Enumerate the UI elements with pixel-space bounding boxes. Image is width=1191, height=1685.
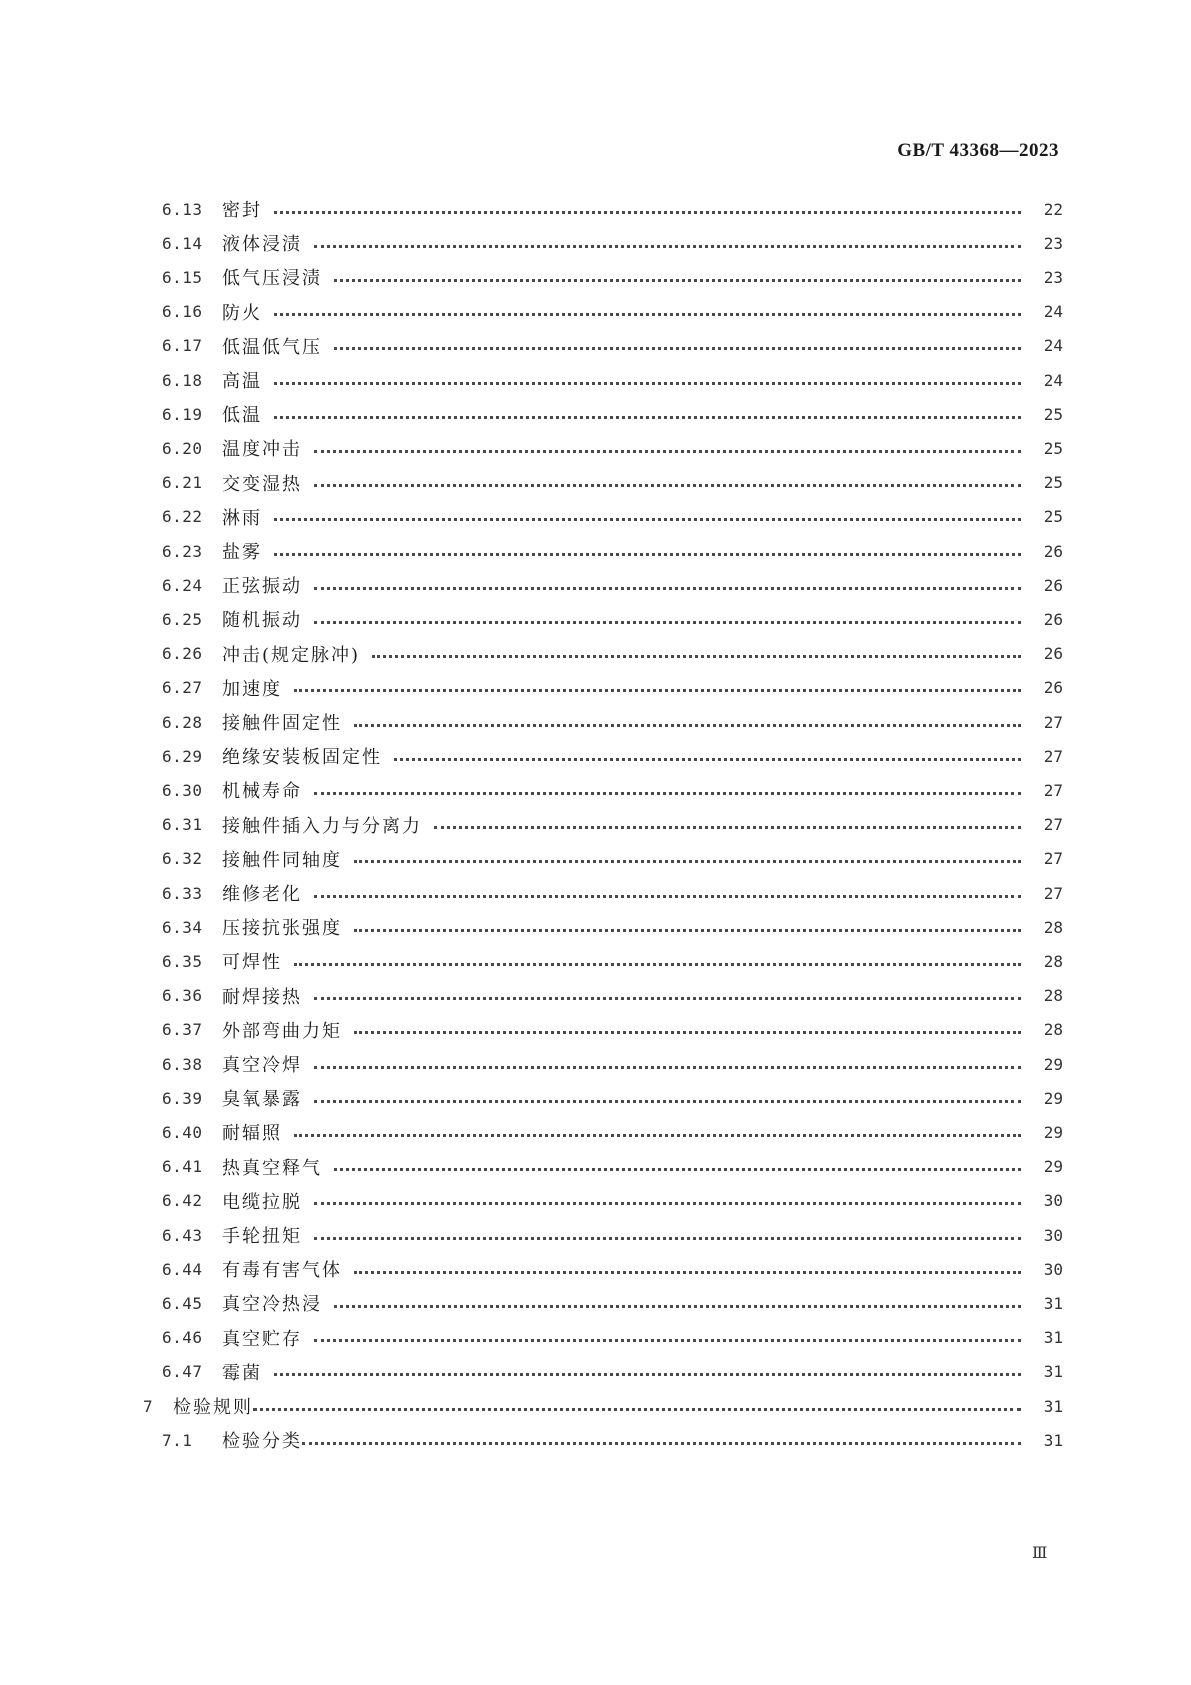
toc-entry[interactable]: [162, 875, 1063, 911]
toc-entry-title: 防火: [222, 302, 262, 324]
toc-leader-dots: [294, 689, 1021, 692]
toc-entry[interactable]: [162, 499, 1063, 535]
toc-entry-title: 接触件同轴度: [222, 849, 342, 871]
toc-entry-page: 28: [1043, 917, 1063, 937]
toc-entry[interactable]: [162, 225, 1063, 261]
toc-entry-page: 26: [1043, 575, 1063, 595]
toc-leader-dots: [274, 553, 1021, 556]
toc-entry-title: 交变湿热: [222, 473, 302, 495]
toc-entry-page: 27: [1043, 883, 1063, 903]
page-number: Ⅲ: [1032, 1545, 1048, 1562]
toc-entry-title: 耐辐照: [222, 1123, 282, 1145]
toc-entry[interactable]: [162, 1422, 1063, 1458]
toc-entry-page: 27: [1043, 815, 1063, 835]
toc-entry-title: 外部弯曲力矩: [222, 1020, 342, 1042]
toc-entry-number: 6.34: [162, 917, 203, 937]
toc-entry[interactable]: [162, 1285, 1063, 1321]
toc-entry-page: 26: [1043, 609, 1063, 629]
toc-leader-dots: [354, 1271, 1021, 1274]
toc-entry-page: 30: [1043, 1225, 1063, 1245]
toc-entry-number: 6.22: [162, 507, 203, 527]
toc-entry[interactable]: [162, 1080, 1063, 1116]
toc-entry-page: 31: [1043, 1430, 1063, 1450]
toc-entry-number: 6.18: [162, 370, 203, 390]
toc-entry-title: 真空冷焊: [222, 1055, 302, 1076]
toc-entry[interactable]: [162, 738, 1063, 774]
toc-entry-title: 手轮扭矩: [222, 1226, 302, 1247]
toc-entry-number: 6.23: [162, 541, 203, 561]
toc-entry-title: 机械寿命: [222, 781, 302, 803]
toc-entry-title: 热真空释气: [222, 1157, 322, 1179]
toc-entry[interactable]: [162, 362, 1063, 398]
toc-entry-page: 23: [1043, 233, 1063, 253]
toc-entry-number: 7: [143, 1396, 154, 1416]
toc-leader-dots: [314, 1100, 1021, 1103]
toc-entry[interactable]: [162, 636, 1063, 672]
toc-entry-page: 26: [1043, 678, 1063, 698]
toc-entry[interactable]: [162, 943, 1063, 979]
toc-leader-dots: [354, 929, 1021, 932]
toc-entry-title: 低温低气压: [222, 336, 322, 358]
toc-entry-number: 6.15: [162, 267, 203, 287]
toc-leader-dots: [274, 416, 1021, 419]
toc-leader-dots: [314, 997, 1021, 1000]
toc-entry-title: 接触件插入力与分离力: [222, 815, 422, 837]
toc-entry-page: 25: [1043, 473, 1063, 493]
toc-entry[interactable]: [162, 1251, 1063, 1287]
toc-entry-page: 28: [1043, 986, 1063, 1006]
toc-leader-dots: [314, 484, 1021, 487]
toc-entry-number: 6.40: [162, 1122, 203, 1142]
toc-entry[interactable]: [162, 328, 1063, 364]
toc-entry-number: 6.33: [162, 883, 203, 903]
toc-entry-page: 28: [1043, 1020, 1063, 1040]
toc-entry-title: 接触件固定性: [222, 713, 342, 734]
toc-entry-page: 27: [1043, 712, 1063, 732]
toc-entry[interactable]: [162, 807, 1063, 843]
toc-entry[interactable]: [162, 567, 1063, 603]
toc-entry-number: 6.31: [162, 815, 203, 835]
toc-entry-number: 6.27: [162, 678, 203, 698]
toc-entry-page: 29: [1043, 1088, 1063, 1108]
toc-entry-page: 26: [1043, 644, 1063, 664]
toc-entry-title: 臭氧暴露: [222, 1089, 302, 1111]
toc-entry[interactable]: [162, 909, 1063, 945]
toc-entry-title: 温度冲击: [222, 439, 302, 461]
toc-entry[interactable]: [162, 396, 1063, 432]
toc-entry[interactable]: [162, 533, 1063, 569]
toc-leader-dots: [334, 1168, 1021, 1171]
toc-entry-title: 正弦振动: [222, 576, 302, 598]
toc-leader-dots: [274, 313, 1021, 316]
toc-leader-dots: [314, 1237, 1021, 1240]
toc-entry[interactable]: [162, 772, 1063, 808]
toc-entry-number: 6.42: [162, 1191, 203, 1211]
toc-entry-number: 6.37: [162, 1020, 203, 1040]
toc-entry-number: 6.30: [162, 780, 203, 800]
toc-entry-page: 25: [1043, 507, 1063, 527]
toc-entry-number: 6.19: [162, 404, 203, 424]
toc-entry-number: 6.41: [162, 1157, 203, 1177]
toc-entry-page: 22: [1043, 199, 1063, 219]
toc-entry-title: 电缆拉脱: [222, 1191, 302, 1213]
toc-entry[interactable]: [162, 430, 1063, 466]
toc-entry[interactable]: [162, 978, 1063, 1014]
toc-entry-number: 6.38: [162, 1054, 203, 1074]
toc-entry[interactable]: [162, 1217, 1063, 1253]
toc-entry-number: 6.26: [162, 644, 203, 664]
toc-leader-dots: [334, 1305, 1021, 1308]
toc-entry[interactable]: [162, 465, 1063, 501]
toc-entry-number: 6.43: [162, 1225, 203, 1245]
toc-entry-title: 高温: [222, 371, 262, 392]
toc-leader-dots: [314, 1066, 1021, 1069]
toc-leader-dots: [334, 279, 1021, 282]
toc-entry-title: 加速度: [222, 678, 282, 700]
toc-entry-page: 29: [1043, 1122, 1063, 1142]
toc-entry-page: 25: [1043, 404, 1063, 424]
toc-leader-dots: [354, 860, 1021, 863]
toc-entry-page: 26: [1043, 541, 1063, 561]
toc-entry[interactable]: [162, 1114, 1063, 1150]
toc-entry-number: 6.47: [162, 1362, 203, 1382]
toc-entry-title: 低气压浸渍: [222, 268, 322, 290]
toc-entry-title: 检验分类: [222, 1431, 302, 1453]
toc-entry-page: 30: [1043, 1191, 1063, 1211]
toc-entry-number: 6.24: [162, 575, 203, 595]
toc-entry[interactable]: [162, 601, 1063, 637]
toc-leader-dots: [314, 450, 1021, 453]
toc-entry-number: 6.14: [162, 233, 203, 253]
toc-entry-number: 6.16: [162, 302, 203, 322]
toc-entry-title: 密封: [222, 200, 262, 221]
toc-entry[interactable]: [162, 704, 1063, 740]
toc-entry-page: 30: [1043, 1259, 1063, 1279]
toc-entry-page: 24: [1043, 336, 1063, 356]
toc-entry-title: 随机振动: [222, 610, 302, 632]
toc-entry[interactable]: [162, 1320, 1063, 1356]
toc-entry[interactable]: [162, 1183, 1063, 1219]
toc-leader-dots: [274, 1373, 1021, 1376]
toc-leader-dots: [294, 1134, 1021, 1137]
toc-entry-title: 可焊性: [222, 952, 282, 974]
toc-leader-dots: [294, 963, 1021, 966]
toc-entry-page: 31: [1043, 1293, 1063, 1313]
toc-entry[interactable]: [162, 191, 1063, 227]
toc-leader-dots: [354, 1031, 1021, 1034]
toc-entry-title: 压接抗张强度: [222, 918, 342, 940]
toc-entry-number: 6.35: [162, 951, 203, 971]
toc-entry-number: 6.13: [162, 199, 203, 219]
toc-entry-title: 有毒有害气体: [222, 1260, 342, 1282]
toc-entry[interactable]: [162, 259, 1063, 295]
toc-entry-page: 27: [1043, 746, 1063, 766]
toc-entry-number: 6.20: [162, 438, 203, 458]
toc-entry-page: 31: [1043, 1362, 1063, 1382]
toc-entry-title: 淋雨: [222, 507, 262, 529]
toc-entry-title: 真空冷热浸: [222, 1294, 322, 1316]
toc-entry-page: 28: [1043, 951, 1063, 971]
toc-entry-title: 维修老化: [222, 884, 302, 905]
toc-leader-dots: [314, 792, 1021, 795]
toc-leader-dots: [354, 724, 1021, 727]
toc-entry-title: 绝缘安装板固定性: [222, 747, 382, 769]
toc-entry-title: 检验规则: [173, 1397, 253, 1418]
toc-leader-dots: [314, 895, 1021, 898]
toc-leader-dots: [334, 347, 1021, 350]
toc-entry-page: 24: [1043, 302, 1063, 322]
toc-leader-dots: [302, 1442, 1021, 1445]
toc-leader-dots: [372, 655, 1021, 658]
toc-leader-dots: [274, 382, 1021, 385]
toc-entry-number: 6.29: [162, 746, 203, 766]
toc-leader-dots: [274, 211, 1021, 214]
toc-entry-number: 6.45: [162, 1293, 203, 1313]
toc-entry-title: 液体浸渍: [222, 234, 302, 256]
toc-leader-dots: [434, 826, 1021, 829]
toc-leader-dots: [274, 518, 1021, 521]
toc-entry[interactable]: [162, 1354, 1063, 1390]
toc-entry-number: 6.25: [162, 609, 203, 629]
toc-entry-page: 23: [1043, 267, 1063, 287]
toc-leader-dots: [394, 758, 1021, 761]
toc-entry-page: 25: [1043, 438, 1063, 458]
toc-entry-number: 6.17: [162, 336, 203, 356]
toc-entry-page: 24: [1043, 370, 1063, 390]
toc-entry-title: 真空贮存: [222, 1328, 302, 1350]
toc-entry[interactable]: [162, 1046, 1063, 1082]
toc-leader-dots: [253, 1408, 1021, 1411]
toc-entry[interactable]: [162, 670, 1063, 706]
toc-entry[interactable]: [162, 294, 1063, 330]
toc-entry-number: 6.32: [162, 849, 203, 869]
toc-entry[interactable]: [143, 1388, 1063, 1424]
toc-leader-dots: [314, 245, 1021, 248]
toc-entry-page: 27: [1043, 849, 1063, 869]
toc-entry[interactable]: [162, 841, 1063, 877]
toc-entry[interactable]: [162, 1149, 1063, 1185]
toc-leader-dots: [314, 621, 1021, 624]
toc-entry-title: 霉菌: [222, 1362, 262, 1384]
toc-entry-title: 冲击(规定脉冲): [222, 644, 361, 666]
toc-entry-number: 6.36: [162, 986, 203, 1006]
toc-entry-title: 盐雾: [222, 542, 262, 563]
toc-leader-dots: [314, 1339, 1021, 1342]
toc-entry-title: 低温: [222, 405, 262, 427]
toc-entry-number: 6.46: [162, 1328, 203, 1348]
toc-entry-number: 6.28: [162, 712, 203, 732]
toc-entry-page: 31: [1043, 1328, 1063, 1348]
standard-code: GB/T 43368—2023: [897, 140, 1059, 161]
toc-entry-number: 6.39: [162, 1088, 203, 1108]
toc-entry-number: 6.44: [162, 1259, 203, 1279]
toc-entry-page: 29: [1043, 1054, 1063, 1074]
toc-entry-page: 31: [1043, 1396, 1063, 1416]
toc-entry-number: 6.21: [162, 473, 203, 493]
toc-entry-number: 7.1: [162, 1430, 193, 1450]
toc-entry-page: 29: [1043, 1157, 1063, 1177]
toc-leader-dots: [314, 1202, 1021, 1205]
toc-leader-dots: [314, 587, 1021, 590]
toc-entry-title: 耐焊接热: [222, 986, 302, 1008]
toc-entry[interactable]: [162, 1012, 1063, 1048]
toc-entry-page: 27: [1043, 780, 1063, 800]
